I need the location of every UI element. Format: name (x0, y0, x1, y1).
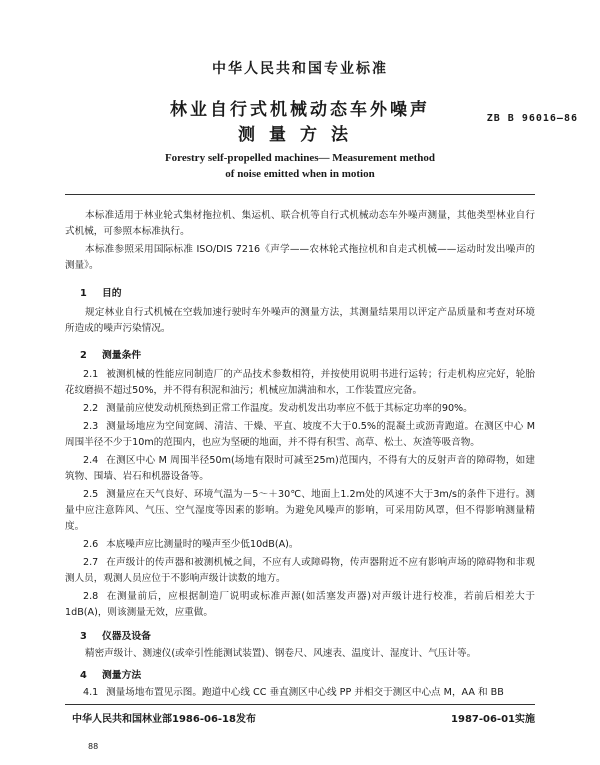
page-number: 88 (88, 742, 99, 751)
clause-2-6 (65, 537, 535, 553)
section-number: 2 (80, 350, 87, 361)
english-title-line-1: Forestry self-propelled machines— Measurement method (164, 152, 436, 164)
clause-number: 2.6 (83, 539, 99, 550)
section-title: 测量条件 (102, 350, 142, 361)
clause-2-5 (65, 487, 535, 535)
section-title: 目的 (102, 288, 122, 299)
clause-text: 在测区中心 M 周围半径50m(场地有限时可减至25m)范围内，不得有大的反射声音的障碍物，如建筑物、围墙、岩石和机器设备等。 (65, 455, 535, 482)
top-divider (65, 194, 535, 195)
clause-number: 4.1 (83, 687, 99, 698)
title-line-1: 林业自行式机械动态车外噪声 (170, 100, 430, 120)
clause-2-1 (65, 367, 535, 399)
title-line-2: 测量方法 (238, 125, 362, 145)
bottom-divider (65, 704, 535, 705)
clause-number: 2.3 (83, 421, 99, 432)
clause-4-1 (65, 685, 535, 701)
clause-text: 在声级计的传声器和被测机械之间，不应有人或障碍物，传声器附近不应有影响声场的障碍物和非观测人员，观测人员应位于不影响声级计读数的地方。 (65, 557, 536, 584)
english-title-line-2: of noise emitted when in motion (225, 168, 375, 180)
clause-number: 2.1 (83, 369, 99, 380)
standard-category-header: 中华人民共和国专业标准 (212, 61, 388, 77)
clause-number: 2.7 (83, 557, 99, 568)
issuer-and-date: 中华人民共和国林业部1986-06-18发布 (72, 714, 256, 725)
clause-text: 测量应在天气良好、环境气温为－5～＋30℃、地面上1.2m处的风速不大于3m/s的条件下进行。测量中应注意阵风、气压、空气湿度等因素的影响。为避免风噪声的影响，可采用防风罩，但不得影响测量精度。 (65, 489, 535, 532)
section-number: 1 (80, 288, 87, 299)
section-3-heading (80, 628, 151, 642)
section-title: 仪器及设备 (102, 631, 151, 642)
intro-paragraph-2: 本标准参照采用国际标准 ISO/DIS 7216《声学——农林轮式拖拉机和自走式机械——运动时发出噪声的测量》。 (65, 244, 535, 271)
clause-number: 2.4 (83, 455, 99, 466)
standard-code: ZB B 96016—86 (486, 113, 578, 124)
section-1-heading (80, 285, 122, 299)
section-number: 3 (80, 631, 87, 642)
clause-2-7 (65, 555, 535, 587)
clause-2-3 (65, 419, 535, 451)
clause-text: 被测机械的性能应同制造厂的产品技术参数相符，并按使用说明书进行运转；行走机构应完好，轮胎花纹磨损不超过50%，并不得有积泥和油污；机械应加满油和水，工作装置应完备。 (65, 369, 536, 396)
section-2-heading (80, 347, 141, 361)
section-1-body: 规定林业自行式机械在空载加速行驶时车外噪声的测量方法，其测量结果用以评定产品质量和考查对环境所造成的噪声污染情况。 (65, 307, 535, 334)
clause-2-8 (65, 589, 535, 621)
clause-text: 测量场地应为空间宽阔、清洁、干燥、平直、坡度不大于0.5%的混凝土或沥青跑道。在测区中心 M 周围半径不少于10m的范围内，也应为坚硬的地面，并不得有积雪、高草、松土、灰渣等吸音物。 (65, 421, 535, 448)
clause-text: 测量场地布置见示图。跑道中心线 CC 垂直测区中心线 PP 并相交于测区中心点 M，AA 和 BB (106, 687, 504, 698)
clause-2-4 (65, 453, 535, 485)
intro-paragraph-1: 本标准适用于林业轮式集材拖拉机、集运机、联合机等自行式机械动态车外噪声测量，其他类型林业自行式机械，可参照本标准执行。 (65, 210, 535, 237)
section-3-body: 精密声级计、测速仪(或牵引性能测试装置)、钢卷尺、风速表、温度计、湿度计、气压计等。 (85, 648, 477, 659)
clause-number: 2.5 (83, 489, 99, 500)
clause-text: 本底噪声应比测量时的噪声至少低10dB(A)。 (106, 539, 299, 550)
section-title: 测量方法 (102, 670, 142, 681)
effective-date: 1987-06-01实施 (451, 714, 535, 725)
section-4-heading (80, 667, 141, 681)
clause-text: 测量前应使发动机预热到正常工作温度。发动机发出功率应不低于其标定功率的90%。 (106, 403, 473, 414)
clause-text: 在测量前后，应根据制造厂说明或标准声源(如活塞发声器)对声级计进行校准，若前后相差大于1dB(A)，则该测量无效，应重做。 (65, 591, 535, 618)
clause-number: 2.8 (83, 591, 99, 602)
clause-number: 2.2 (83, 403, 99, 414)
section-number: 4 (80, 670, 87, 681)
clause-2-2 (65, 401, 535, 417)
